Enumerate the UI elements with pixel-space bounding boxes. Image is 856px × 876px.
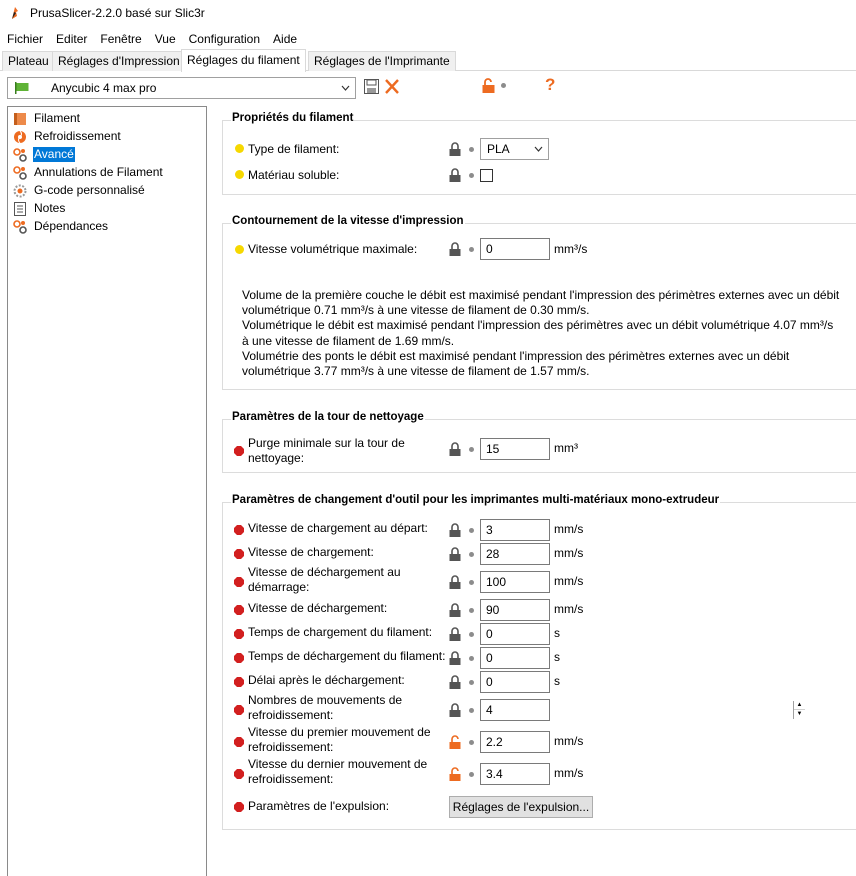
status-dot: [469, 173, 474, 178]
unit-label: s: [554, 650, 560, 664]
group-speed-override: [222, 215, 856, 390]
expert-mode-bullet-icon: [234, 549, 244, 559]
simple-mode-bullet-icon: [235, 144, 244, 153]
preset-dropdown[interactable]: [7, 77, 356, 99]
sidebar-tree[interactable]: [7, 106, 207, 876]
expert-mode-bullet-icon: [234, 653, 244, 663]
main-tabs: [0, 50, 856, 71]
toolchange-row: [223, 693, 856, 725]
field-label: Paramètres de l'expulsion:: [248, 799, 390, 813]
menu-fichier[interactable]: Fichier: [7, 32, 44, 46]
row-soluble: [223, 163, 856, 189]
field-label: Nombres de mouvements de refroidissement:: [248, 693, 403, 722]
expert-mode-bullet-icon: [234, 737, 244, 747]
lock-icon[interactable]: [449, 575, 461, 589]
unit-label: mm/s: [554, 574, 584, 588]
info-line: Volume de la première couche le débit est maximisé pendant l'impression des périmètres externes avec un débit volumétrique 0.71 mm³/s à une vitesse de filament de 0.30 mm/s.: [242, 288, 840, 318]
status-dot: [469, 528, 474, 533]
menu-aide[interactable]: Aide: [273, 32, 298, 46]
status-dot: [469, 247, 474, 252]
dependencies-wrench-icon: [13, 220, 27, 234]
prusaslicer-app-icon: [9, 6, 21, 20]
flag-icon: [15, 82, 29, 94]
lock-icon[interactable]: [449, 168, 461, 182]
toolchange-row: [223, 517, 856, 541]
unit-label: s: [554, 626, 560, 640]
preset-bar: [0, 72, 856, 104]
toolchange-value-input[interactable]: 100: [480, 571, 550, 593]
field-label: Délai après le déchargement:: [248, 673, 405, 687]
info-line: Volumétrie des ponts le débit est maximisé pendant l'impression des périmètres externes avec un débit volumétrique 3.77 mm³/s à une vitesse de filament de 1.57 mm/s.: [242, 348, 790, 379]
expert-mode-bullet-icon: [234, 629, 244, 639]
status-dot: [469, 608, 474, 613]
cooling-fan-icon: [13, 130, 27, 144]
status-dot: [501, 83, 506, 88]
expert-mode-bullet-icon: [234, 705, 244, 715]
expert-mode-bullet-icon: [234, 446, 244, 456]
max-volumetric-speed-input[interactable]: 0: [480, 238, 550, 260]
sidebar-item-annulations[interactable]: Annulations de Filament: [13, 164, 164, 181]
status-dot: [469, 656, 474, 661]
row-max-volumetric-speed: [223, 236, 856, 262]
unit-label: mm/s: [554, 602, 584, 616]
toolchange-row: [223, 621, 856, 645]
gcode-cog-icon: [13, 184, 27, 198]
expert-mode-bullet-icon: [234, 802, 244, 812]
unit-label: mm/s: [554, 546, 584, 560]
row-min-purge: [223, 436, 856, 468]
status-dot: [469, 680, 474, 685]
menu-fenetre[interactable]: Fenêtre: [100, 32, 142, 46]
simple-mode-bullet-icon: [235, 245, 244, 254]
lock-icon[interactable]: [449, 547, 461, 561]
status-dot: [469, 740, 474, 745]
toolchange-value-input[interactable]: 0: [480, 671, 550, 693]
unlock-icon[interactable]: [449, 735, 461, 749]
sidebar-item-gcode[interactable]: G-code personnalisé: [13, 182, 146, 199]
sidebar-item-dependances[interactable]: Dépendances: [13, 218, 109, 235]
unit-label: mm/s: [554, 734, 584, 748]
sidebar-item-filament[interactable]: Filament: [13, 110, 81, 127]
status-dot: [469, 772, 474, 777]
unit-label: s: [554, 674, 560, 688]
lock-icon[interactable]: [449, 627, 461, 641]
ramming-settings-button[interactable]: Réglages de l'expulsion...: [449, 796, 593, 818]
toolchange-row: [223, 645, 856, 669]
group-title: Propriétés du filament: [232, 112, 354, 124]
filament-type-select[interactable]: PLA: [480, 138, 549, 160]
lock-icon[interactable]: [449, 675, 461, 689]
delete-preset-icon[interactable]: [384, 79, 400, 94]
chevron-down-icon: [341, 84, 350, 92]
chevron-down-icon: [534, 145, 543, 153]
toolchange-value-input[interactable]: 2.2: [480, 731, 550, 753]
unit-label: mm/s: [554, 766, 584, 780]
unit-label: mm/s: [554, 522, 584, 536]
field-label: Vitesse de chargement au départ:: [248, 521, 428, 535]
unit-label: mm³: [554, 441, 578, 455]
title-bar: [0, 0, 856, 28]
menu-vue[interactable]: Vue: [154, 32, 176, 46]
lock-icon[interactable]: [449, 523, 461, 537]
toolchange-value-input[interactable]: 3: [480, 519, 550, 541]
status-dot: [469, 708, 474, 713]
toolchange-row: [223, 725, 856, 757]
toolchange-value-input[interactable]: 0: [480, 647, 550, 669]
overrides-wrench-icon: [13, 166, 27, 180]
expert-mode-bullet-icon: [234, 769, 244, 779]
group-title: Contournement de la vitesse d'impression: [232, 215, 464, 227]
help-icon[interactable]: ?: [545, 75, 556, 94]
expert-mode-bullet-icon: [234, 525, 244, 535]
group-title: Paramètres de changement d'outil pour les imprimantes multi-matériaux mono-extrudeur: [232, 494, 720, 506]
filament-icon: [13, 112, 27, 126]
spin-arrows[interactable]: [793, 701, 805, 719]
menu-bar: [0, 30, 303, 48]
group-toolchange: [222, 494, 856, 830]
spin-down-icon[interactable]: ▼: [796, 711, 803, 717]
expert-mode-bullet-icon: [234, 605, 244, 615]
spin-up-icon[interactable]: ▲: [794, 701, 805, 710]
field-label: Vitesse volumétrique maximale:: [248, 242, 418, 256]
expert-mode-bullet-icon: [234, 577, 244, 587]
toolchange-value-input[interactable]: 90: [480, 599, 550, 621]
window-title: PrusaSlicer-2.2.0 basé sur Slic3r: [30, 6, 205, 20]
group-title: Paramètres de la tour de nettoyage: [232, 411, 424, 423]
field-label: Vitesse de déchargement:: [248, 601, 388, 615]
save-preset-icon[interactable]: [364, 79, 379, 94]
lock-icon[interactable]: [449, 242, 461, 256]
field-label: Vitesse du dernier mouvement de refroidissement:: [248, 757, 428, 786]
field-label: Matériau soluble:: [248, 168, 340, 182]
lock-icon[interactable]: [449, 142, 461, 156]
group-wipe-tower: [222, 411, 856, 473]
unit-label: mm³/s: [554, 242, 588, 256]
sidebar-item-notes[interactable]: Notes: [13, 200, 66, 217]
toolchange-row: [223, 541, 856, 565]
notes-icon: [13, 202, 27, 216]
row-filament-type: [223, 137, 856, 163]
tab-print-settings[interactable]: Réglages d'Impression: [52, 51, 186, 71]
status-dot: [469, 580, 474, 585]
status-dot: [469, 632, 474, 637]
toolchange-row: [223, 757, 856, 789]
field-label: Vitesse de déchargement au démarrage:: [248, 565, 401, 594]
toolchange-value-input[interactable]: 28: [480, 543, 550, 565]
toolchange-row: [223, 597, 856, 621]
volumetric-info-text: [242, 288, 842, 379]
lock-icon[interactable]: [449, 442, 461, 456]
row-ramming: [223, 794, 856, 820]
field-label: Temps de chargement du filament:: [248, 625, 433, 639]
toolchange-value-input[interactable]: 3.4: [480, 763, 550, 785]
preset-name: Anycubic 4 max pro: [51, 81, 157, 95]
info-line: Volumétrique le débit est maximisé pendant l'impression des périmètres avec un débit volumétrique 4.07 mm³/s à une vitesse de filament de 1.69 mm/s.: [242, 318, 834, 348]
toolchange-value-input[interactable]: 0: [480, 623, 550, 645]
min-purge-input[interactable]: 15: [480, 438, 550, 460]
toolchange-row: [223, 565, 856, 597]
status-dot: [469, 552, 474, 557]
advanced-wrench-icon: [13, 148, 27, 162]
tab-filament-settings[interactable]: Réglages du filament: [181, 49, 306, 72]
tab-plateau[interactable]: Plateau: [2, 51, 55, 71]
menu-editer[interactable]: Editer: [56, 32, 88, 46]
lock-icon[interactable]: [449, 603, 461, 617]
unlock-icon[interactable]: [449, 767, 461, 781]
toolchange-row: [223, 669, 856, 693]
field-label: Vitesse de chargement:: [248, 545, 374, 559]
group-filament-properties: [222, 112, 856, 195]
field-label: Type de filament:: [248, 142, 340, 156]
sidebar-item-avance[interactable]: Avancé: [13, 146, 75, 163]
expert-mode-bullet-icon: [234, 677, 244, 687]
unlock-icon[interactable]: [482, 78, 495, 93]
status-dot: [469, 147, 474, 152]
simple-mode-bullet-icon: [235, 170, 244, 179]
tab-printer-settings[interactable]: Réglages de l'Imprimante: [308, 51, 456, 71]
menu-configuration[interactable]: Configuration: [188, 32, 261, 46]
soluble-checkbox[interactable]: [480, 169, 493, 182]
field-label: Purge minimale sur la tour de nettoyage:: [248, 436, 405, 465]
lock-icon[interactable]: [449, 651, 461, 665]
status-dot: [469, 447, 474, 452]
toolchange-value-input[interactable]: 4 ▲ ▼: [480, 699, 550, 721]
field-label: Temps de déchargement du filament:: [248, 649, 446, 663]
lock-icon[interactable]: [449, 703, 461, 717]
field-label: Vitesse du premier mouvement de refroidissement:: [248, 725, 431, 754]
sidebar-item-refroidissement[interactable]: Refroidissement: [13, 128, 122, 145]
